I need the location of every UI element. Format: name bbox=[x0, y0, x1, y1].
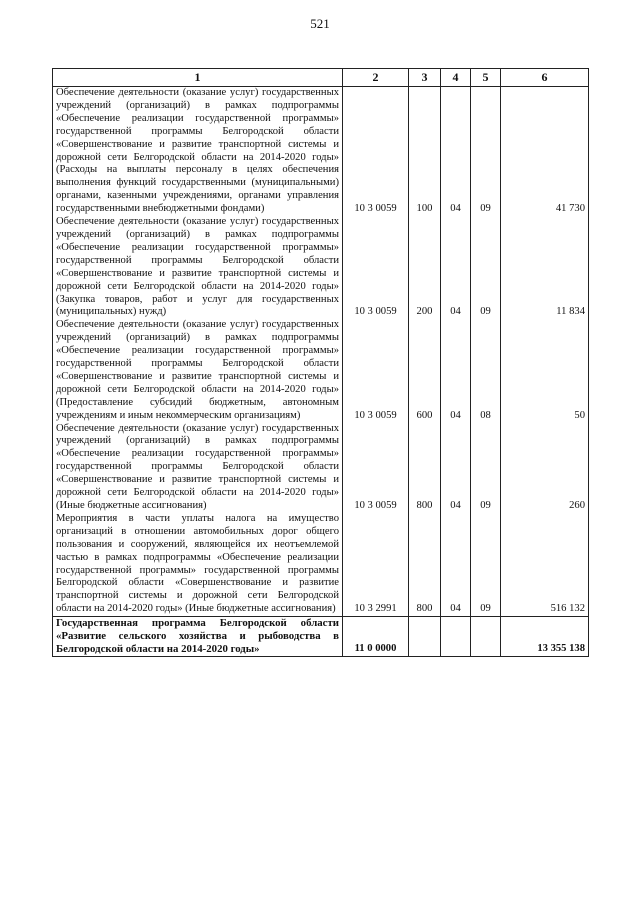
row-name: Обеспечение деятельности (оказание услуг) государственных учреждений (организаций) в рамках подпрограммы «Обеспечение реализации государственной программы» государственной программы Белгородской области «Совершенствование и развитие транспортной системы и дорожной сети Белгородской области на 2014-2020 годы» (Предоставление субсидий бюджетным, автономным учреждениям и иным некоммерческим организациям) bbox=[53, 319, 343, 422]
budget-table bbox=[52, 68, 589, 657]
header-col-4: 4 bbox=[441, 69, 471, 87]
row-code: 11 0 0000 bbox=[343, 617, 409, 657]
row-amount: 516 132 bbox=[501, 513, 589, 617]
row-section: 04 bbox=[441, 423, 471, 513]
row-name: Обеспечение деятельности (оказание услуг) государственных учреждений (организаций) в рамках подпрограммы «Обеспечение реализации государственной программы» государственной программы Белгородской области «Совершенствование и развитие транспортной системы и дорожной сети Белгородской области на 2014-2020 годы» (Закупка товаров, работ и услуг для государственных (муниципальных) нужд) bbox=[53, 216, 343, 319]
header-col-5: 5 bbox=[471, 69, 501, 87]
row-subsection: 09 bbox=[471, 216, 501, 319]
table-row bbox=[53, 423, 589, 513]
row-section bbox=[441, 617, 471, 657]
row-type: 800 bbox=[409, 423, 441, 513]
table-row bbox=[53, 319, 589, 422]
table-row bbox=[53, 216, 589, 319]
row-type: 200 bbox=[409, 216, 441, 319]
row-subsection bbox=[471, 617, 501, 657]
row-subsection: 09 bbox=[471, 423, 501, 513]
row-name: Мероприятия в части уплаты налога на имущество организаций в отношении автомобильных дорог общего пользования и сооружений, являющейся их неотъемлемой частью в рамках подпрограммы «Обеспечение реализации государственной программы» государственной программы Белгородской области «Совершенствование и развитие транспортной системы и дорожной сети Белгородской области на 2014-2020 годы» (Иные бюджетные ассигнования) bbox=[53, 513, 343, 617]
table-header-row bbox=[53, 69, 589, 87]
row-section: 04 bbox=[441, 87, 471, 217]
table-row-program-total bbox=[53, 617, 589, 657]
header-col-3: 3 bbox=[409, 69, 441, 87]
row-section: 04 bbox=[441, 216, 471, 319]
header-col-6: 6 bbox=[501, 69, 589, 87]
row-amount: 260 bbox=[501, 423, 589, 513]
row-name: Обеспечение деятельности (оказание услуг) государственных учреждений (организаций) в рамках подпрограммы «Обеспечение реализации государственной программы» государственной программы Белгородской области «Совершенствование и развитие транспортной системы и дорожной сети Белгородской области на 2014-2020 годы» (Расходы на выплаты персоналу в целях обеспечения выполнения функций государственными (муниципальными) органами, казенными учреждениями, органами управления государственными внебюджетными фондами) bbox=[53, 87, 343, 217]
row-name: Обеспечение деятельности (оказание услуг) государственных учреждений (организаций) в рамках подпрограммы «Обеспечение реализации государственной программы» государственной программы Белгородской области «Совершенствование и развитие транспортной системы и дорожной сети Белгородской области на 2014-2020 годы» (Иные бюджетные ассигнования) bbox=[53, 423, 343, 513]
row-amount: 41 730 bbox=[501, 87, 589, 217]
row-subsection: 08 bbox=[471, 319, 501, 422]
header-col-2: 2 bbox=[343, 69, 409, 87]
row-code: 10 3 0059 bbox=[343, 423, 409, 513]
row-section: 04 bbox=[441, 513, 471, 617]
row-type: 800 bbox=[409, 513, 441, 617]
row-name: Государственная программа Белгородской области «Развитие сельского хозяйства и рыбоводства в Белгородской области на 2014-2020 годы» bbox=[53, 617, 343, 657]
row-amount: 13 355 138 bbox=[501, 617, 589, 657]
row-section: 04 bbox=[441, 319, 471, 422]
row-subsection: 09 bbox=[471, 513, 501, 617]
row-code: 10 3 0059 bbox=[343, 87, 409, 217]
row-type: 100 bbox=[409, 87, 441, 217]
row-amount: 11 834 bbox=[501, 216, 589, 319]
row-subsection: 09 bbox=[471, 87, 501, 217]
page-number: 521 bbox=[310, 16, 330, 31]
row-code: 10 3 0059 bbox=[343, 319, 409, 422]
table-row bbox=[53, 87, 589, 217]
table-row bbox=[53, 513, 589, 617]
row-type: 600 bbox=[409, 319, 441, 422]
row-code: 10 3 2991 bbox=[343, 513, 409, 617]
row-code: 10 3 0059 bbox=[343, 216, 409, 319]
header-col-1: 1 bbox=[53, 69, 343, 87]
row-amount: 50 bbox=[501, 319, 589, 422]
row-type bbox=[409, 617, 441, 657]
